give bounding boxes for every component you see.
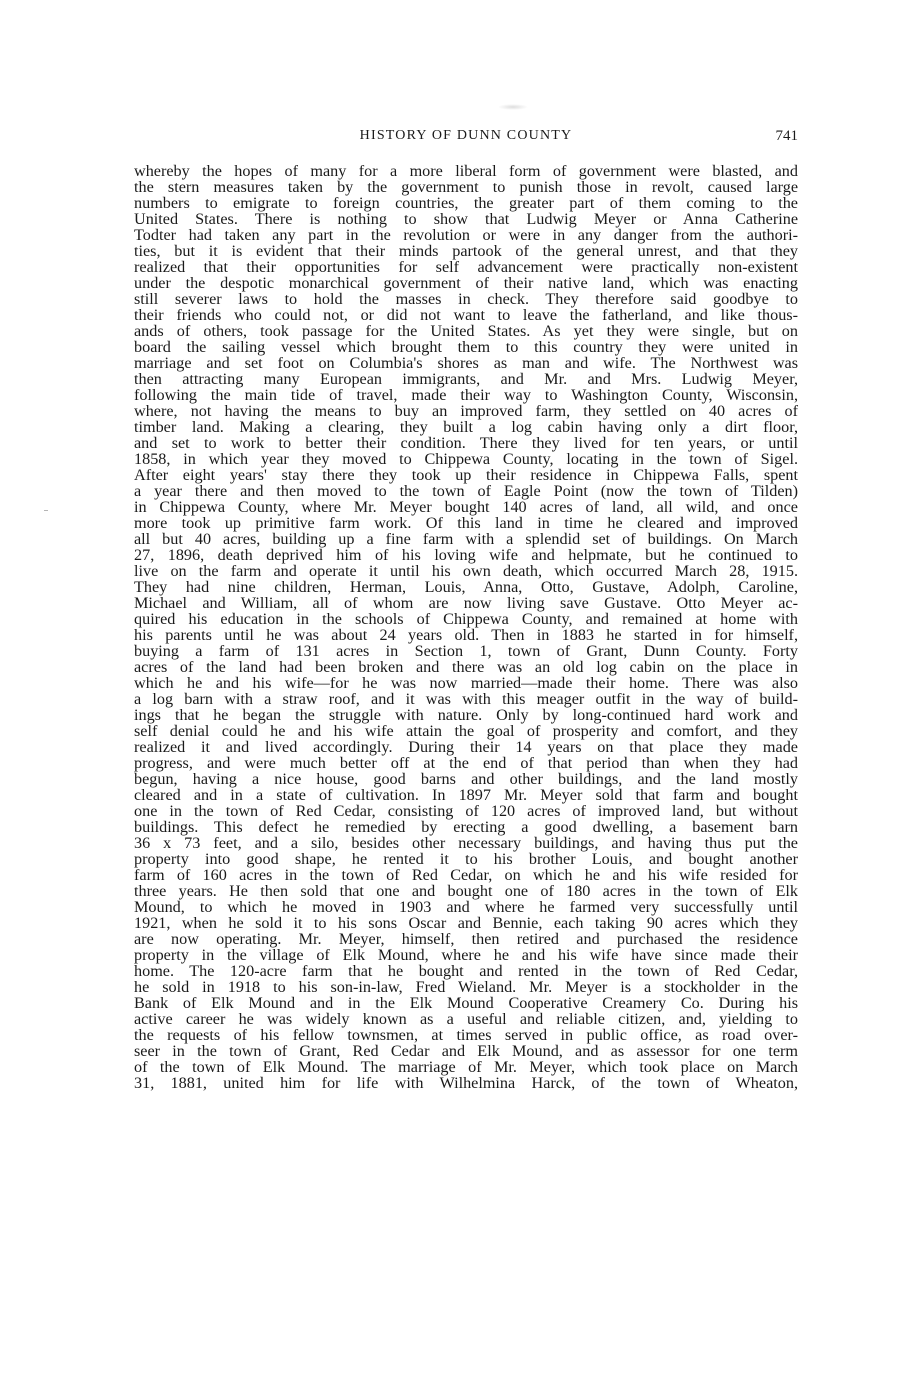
text-line: a log barn with a straw roof, and it was with this meager outfit in the way of build- — [134, 690, 798, 708]
text-line: marriage and set foot on Columbia's shores as man and wife. The Northwest was — [134, 354, 798, 372]
text-line: After eight years' stay there they took up their residence in Chippewa Falls, spent — [134, 466, 798, 484]
text-line: cleared and in a state of cultivation. In 1897 Mr. Meyer sold that farm and bought — [134, 786, 798, 804]
text-line: ands of others, took passage for the United States. As yet they were single, but on — [134, 322, 798, 340]
page-number: 741 — [775, 128, 798, 144]
text-line: home. The 120-acre farm that he bought and rented in the town of Red Cedar, — [134, 962, 798, 980]
text-line: They had nine children, Herman, Louis, Anna, Otto, Gustave, Adolph, Caroline, — [134, 578, 798, 596]
text-line: buying a farm of 131 acres in Section 1, town of Grant, Dunn County. Forty — [134, 642, 798, 660]
text-line: in Chippewa County, where Mr. Meyer bought 140 acres of land, all wild, and once — [134, 498, 798, 516]
text-line: board the sailing vessel which brought them to this country they were united in — [134, 338, 798, 356]
text-line: 31, 1881, united him for life with Wilhelmina Harck, of the town of Wheaton, — [134, 1074, 798, 1092]
text-line: realized that their opportunities for self advancement were practically non-existent — [134, 258, 798, 276]
text-line: quired his education in the schools of Chippewa County, and remained at home with — [134, 610, 798, 628]
text-line: farm of 160 acres in the town of Red Cedar, on which he and his wife resided for — [134, 866, 798, 884]
text-line: self denial could he and his wife attain the goal of prosperity and comfort, and they — [134, 722, 798, 740]
text-line: numbers to emigrate to foreign countries, the greater part of them coming to the — [134, 194, 798, 212]
text-line: the stern measures taken by the government to punish those in revolt, caused large — [134, 178, 798, 196]
text-line: all but 40 acres, building up a fine farm with a splendid set of buildings. On March — [134, 530, 798, 548]
text-line: buildings. This defect he remedied by erecting a good dwelling, a basement barn — [134, 818, 798, 836]
text-line: a year there and then moved to the town of Eagle Point (now the town of Tilden) — [134, 482, 798, 500]
margin-mark — [44, 510, 48, 511]
text-line: timber land. Making a clearing, they built a log cabin having only a dirt floor, — [134, 418, 798, 436]
text-line: more took up primitive farm work. Of this land in time he cleared and improved — [134, 514, 798, 532]
text-line: 27, 1896, death deprived him of his loving wife and helpmate, but he continued to — [134, 546, 798, 564]
text-line: realized it and lived accordingly. During their 14 years on that place they made — [134, 738, 798, 756]
text-line: Mound, to which he moved in 1903 and where he farmed very successfully until — [134, 898, 798, 916]
text-line: ties, but it is evident that their minds partook of the general unrest, and that they — [134, 242, 798, 260]
text-line: then attracting many European immigrants, and Mr. and Mrs. Ludwig Meyer, — [134, 370, 798, 388]
text-line: still severer laws to hold the masses in check. They therefore said goodbye to — [134, 290, 798, 308]
text-line: ings that he began the struggle with nature. Only by long-continued hard work and — [134, 706, 798, 724]
text-line: three years. He then sold that one and bought one of 180 acres in the town of Elk — [134, 882, 798, 900]
text-line: their friends who could not, or did not want to leave the fatherland, and like thous- — [134, 306, 798, 324]
text-line: Bank of Elk Mound and in the Elk Mound Cooperative Creamery Co. During his — [134, 994, 798, 1012]
text-line: of the town of Elk Mound. The marriage of Mr. Meyer, which took place on March — [134, 1058, 798, 1076]
text-line: where, not having the means to buy an improved farm, they settled on 40 acres of — [134, 402, 798, 420]
text-line: acres of the land had been broken and there was an old log cabin on the place in — [134, 658, 798, 676]
text-line: Todter had taken any part in the revolution or were in any danger from the authori- — [134, 226, 798, 244]
text-line: progress, and were much better off at the end of that period than when they had — [134, 754, 798, 772]
text-line: begun, having a nice house, good barns and other buildings, and the land mostly — [134, 770, 798, 788]
print-smudge — [498, 104, 528, 110]
text-line: whereby the hopes of many for a more liberal form of government were blasted, and — [134, 162, 798, 180]
body-text — [134, 163, 798, 1091]
page-header — [134, 128, 798, 150]
text-line: his parents until he was about 24 years old. Then in 1883 he started in for himself, — [134, 626, 798, 644]
text-line: are now operating. Mr. Meyer, himself, then retired and purchased the residence — [134, 930, 798, 948]
text-line: one in the town of Red Cedar, consisting of 120 acres of improved land, but without — [134, 802, 798, 820]
text-line: property into good shape, he rented it to his brother Louis, and bought another — [134, 850, 798, 868]
text-line: 36 x 73 feet, and a silo, besides other necessary buildings, and having thus put the — [134, 834, 798, 852]
text-line: under the despotic monarchical government of their native land, which was enacting — [134, 274, 798, 292]
text-line: property in the village of Elk Mound, where he and his wife have since made their — [134, 946, 798, 964]
text-line: seer in the town of Grant, Red Cedar and Elk Mound, and as assessor for one term — [134, 1042, 798, 1060]
text-line: active career he was widely known as a useful and reliable citizen, and, yielding to — [134, 1010, 798, 1028]
text-line: 1858, in which year they moved to Chippewa County, locating in the town of Sigel. — [134, 450, 798, 468]
text-line: and set to work to better their condition. There they lived for ten years, or until — [134, 434, 798, 452]
text-line: the requests of his fellow townsmen, at times served in public office, as road over- — [134, 1026, 798, 1044]
running-head: HISTORY OF DUNN COUNTY — [359, 128, 573, 143]
text-line: he sold in 1918 to his son-in-law, Fred Wieland. Mr. Meyer is a stockholder in the — [134, 978, 798, 996]
text-line: United States. There is nothing to show that Ludwig Meyer or Anna Catherine — [134, 210, 798, 228]
text-line: which he and his wife—for he was now married—made their home. There was also — [134, 674, 798, 692]
text-line: following the main tide of travel, made their way to Washington County, Wisconsin, — [134, 386, 798, 404]
text-line: 1921, when he sold it to his sons Oscar and Bennie, each taking 90 acres which they — [134, 914, 798, 932]
text-line: Michael and William, all of whom are now living save Gustave. Otto Meyer ac- — [134, 594, 798, 612]
text-line: live on the farm and operate it until his own death, which occurred March 28, 1915. — [134, 562, 798, 580]
